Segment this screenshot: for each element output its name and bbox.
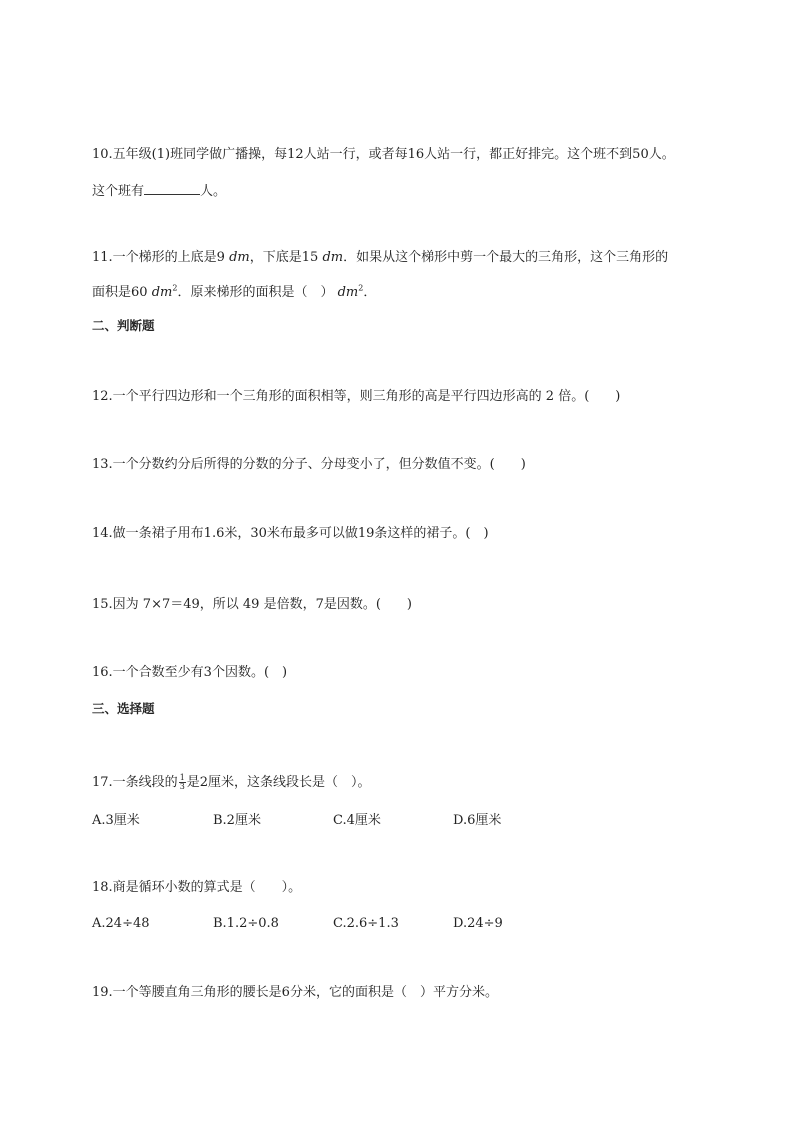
q17-option-c[interactable]: C.4厘米 <box>333 813 381 828</box>
q11-text-a: 11.一个梯形的上底是9 <box>92 250 225 265</box>
q18-option-b[interactable]: B.1.2÷0.8 <box>213 916 279 931</box>
question-19: 19.一个等腰直角三角形的腰长是6分米，它的面积是（ ）平方分米。 <box>92 985 498 1000</box>
q18-option-a[interactable]: A.24÷48 <box>92 916 150 931</box>
question-11-line-2 <box>92 285 376 301</box>
question-11-line-1 <box>92 250 668 266</box>
question-12: 12.一个平行四边形和一个三角形的面积相等，则三角形的高是平行四边形高的 2 倍。( ) <box>92 389 621 404</box>
q11-text-f: ． <box>363 285 377 300</box>
q11-text-e: ．原来梯形的面积是（ ） <box>177 285 334 300</box>
q11-exponent: 2 <box>358 283 364 293</box>
question-10-line-1: 10.五年级(1)班同学做广播操，每12人站一行，或者每16人站一行，都正好排完。这个班不到50人。 <box>92 147 675 162</box>
question-18: 18.商是循环小数的算式是（ ）。 <box>92 880 302 895</box>
question-15: 15.因为 7×7＝49，所以 49 是倍数，7是因数。( ) <box>92 597 413 612</box>
q11-exponent: 2 <box>172 283 178 293</box>
fraction <box>179 774 186 791</box>
q11-text-d: 面积是60 <box>92 285 148 300</box>
q17-text-pre: 17.一条线段的 <box>92 775 178 790</box>
q11-unit: dm <box>229 250 250 265</box>
q11-unit: dm <box>337 285 359 300</box>
q17-option-d[interactable]: D.6厘米 <box>453 813 502 828</box>
q18-option-c[interactable]: C.2.6÷1.3 <box>333 916 399 931</box>
q11-unit: dm <box>151 285 173 300</box>
section-3-heading: 三、选择题 <box>92 701 155 716</box>
q17-option-b[interactable]: B.2厘米 <box>213 813 261 828</box>
fraction-denominator: 3 <box>179 782 185 791</box>
question-14: 14.做一条裙子用布1.6米，30米布最多可以做19条这样的裙子。( ) <box>92 526 489 541</box>
q17-text-post: 是2厘米，这条线段长是（ ）。 <box>186 775 371 790</box>
section-2-heading: 二、判断题 <box>92 318 155 333</box>
q11-text-b: ，下底是15 <box>249 250 319 265</box>
question-13: 13.一个分数约分后所得的分数的分子、分母变小了，但分数值不变。( ) <box>92 457 526 472</box>
question-17 <box>92 774 371 791</box>
answer-blank[interactable] <box>144 182 200 195</box>
q18-option-d[interactable]: D.24÷9 <box>453 916 503 931</box>
question-10-prefix: 这个班有 <box>92 184 145 199</box>
question-10-line-2 <box>92 182 226 200</box>
q17-option-a[interactable]: A.3厘米 <box>92 813 140 828</box>
q11-text-c: ．如果从这个梯形中剪一个最大的三角形，这个三角形的 <box>343 250 669 265</box>
question-16: 16.一个合数至少有3个因数。( ) <box>92 665 288 680</box>
fraction-numerator: 1 <box>179 773 185 782</box>
q11-unit: dm <box>322 250 344 265</box>
question-10-suffix: 人。 <box>200 184 227 199</box>
